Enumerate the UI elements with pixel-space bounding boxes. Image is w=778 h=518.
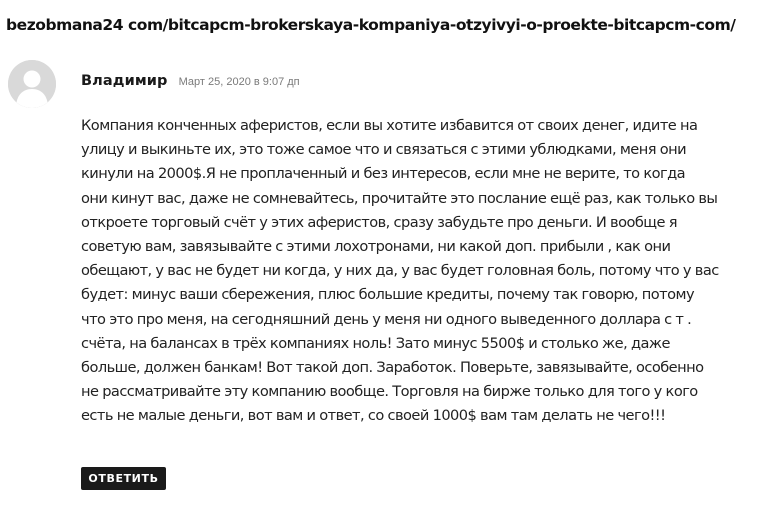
comment-text-line: советую вам, завязывайте с этими лохотронами, ни какой доп. прибыли , как они [81, 238, 671, 256]
source-url-caption: bezobmana24 com/bitcapcm-brokerskaya-kompaniya-otzyivyi-o-proekte-bitcapcm-com/ [6, 16, 736, 34]
comment-text-line: есть не малые деньги, вот вам и ответ, со своей 1000$ вам там делать не чего!!! [81, 407, 666, 425]
comment-meta [81, 70, 300, 89]
comment-text-line: откроете торговый счёт у этих аферистов, сразу забудьте про деньги. И вообще я [81, 213, 677, 231]
comment-author: Владимир [81, 73, 168, 89]
reply-button[interactable]: ОТВЕТИТЬ [81, 467, 166, 490]
comment-text-line: счёта, на балансах в трёх компаниях ноль! Зато минус 5500$ и столько же, даже [81, 334, 670, 352]
comment-date[interactable]: Март 25, 2020 в 9:07 дп [178, 76, 300, 88]
comment-text-line: они кинут вас, даже не сомневайтесь, прочитайте это послание ещё раз, как только вы [81, 189, 718, 207]
comment-text-line: будет: минус ваши сбережения, плюс большие кредиты, почему так говорю, потому [81, 286, 695, 304]
comment-text-line: не рассматривайте эту компанию вообще. Торговля на бирже только для того у кого [81, 383, 698, 401]
comment-text-line: обещают, у вас не будет ни когда, у них да, у вас будет головная боль, потому что у вас [81, 262, 719, 280]
comment-text-line: больше, должен банкам! Вот такой доп. Заработок. Поверьте, завязывайте, особенно [81, 359, 704, 377]
comment-text-line: что это про меня, на сегодняшний день у меня ни одного выведенного доллара с т . [81, 310, 692, 328]
comment-text-line: кинули на 2000$.Я не проплаченный и без интересов, если мне не верите, то когда [81, 165, 686, 183]
comment-text-line: Компания конченных аферистов, если вы хотите избавится от своих денег, идите на [81, 117, 698, 134]
comment-text-line: улицу и выкиньте их, это тоже самое что и связаться с этими ублюдками, меня они [81, 141, 687, 159]
default-user-icon [8, 60, 56, 108]
comment-body [81, 114, 721, 429]
avatar [8, 60, 56, 108]
